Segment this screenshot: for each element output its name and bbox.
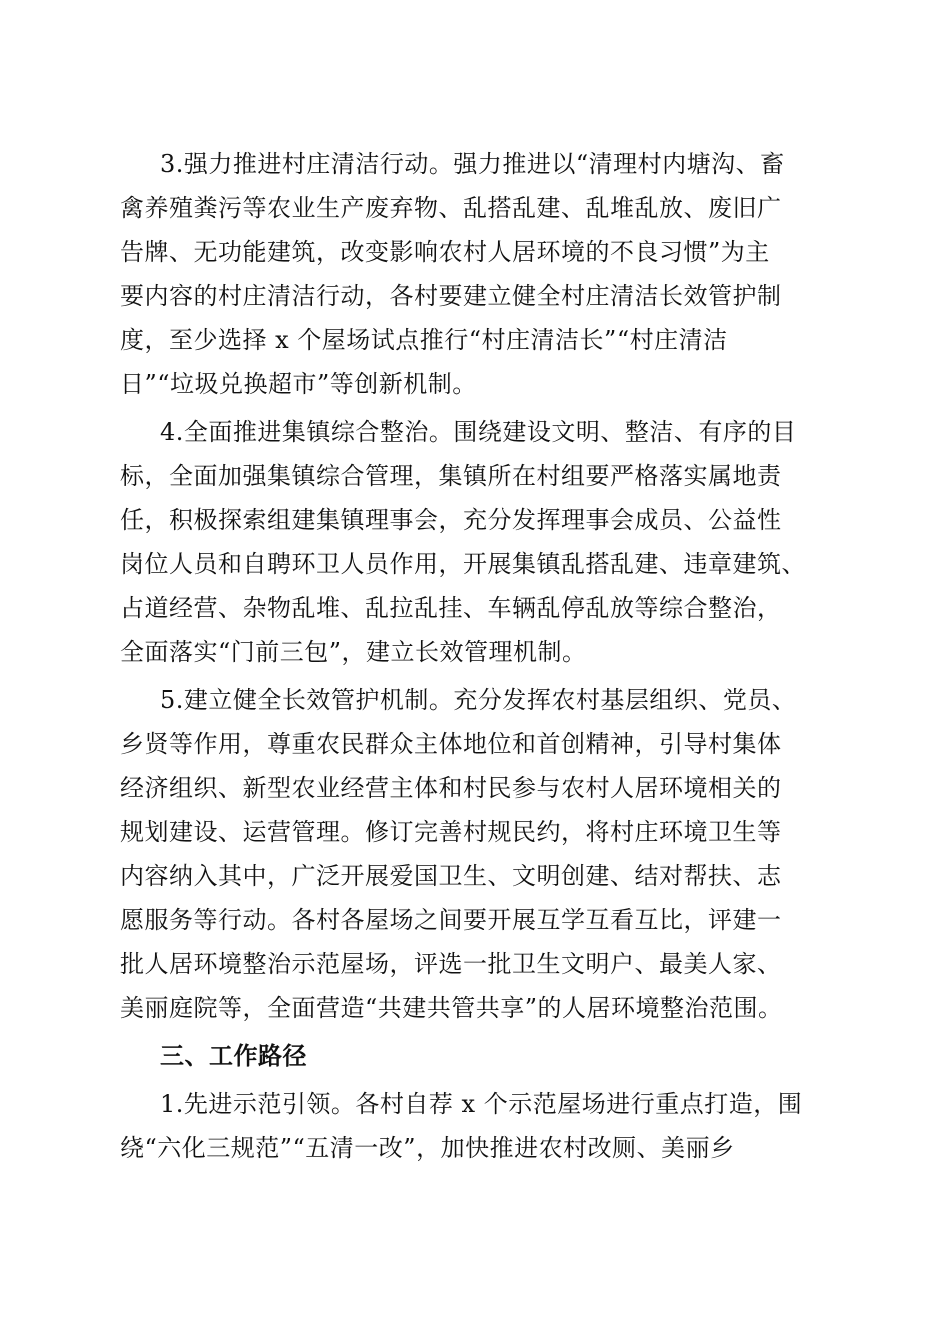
paragraph-3-line-6: 日”“垃圾兑换超市”等创新机制。 bbox=[120, 370, 477, 398]
paragraph-5-line-7: 批人居环境整治示范屋场，评选一批卫生文明户、最美人家、 bbox=[120, 950, 782, 978]
paragraph-3-line-4: 要内容的村庄清洁行动，各村要建立健全村庄清洁长效管护制 bbox=[120, 282, 782, 310]
paragraph-5-line-6: 愿服务等行动。各村各屋场之间要开展互学互看互比，评建一 bbox=[120, 906, 782, 934]
paragraph-3-line-3: 告牌、无功能建筑，改变影响农村人居环境的不良习惯”为主 bbox=[120, 238, 770, 266]
paragraph-4-line-4: 岗位人员和自聘环卫人员作用，开展集镇乱搭乱建、违章建筑、 bbox=[120, 550, 806, 578]
paragraph-3-line-5: 度，至少选择 x 个屋场试点推行“村庄清洁长”“村庄清洁 bbox=[120, 326, 728, 354]
paragraph-5-line-8: 美丽庭院等，全面营造“共建共管共享”的人居环境整治范围。 bbox=[120, 994, 783, 1022]
paragraph-5-line-5: 内容纳入其中，广泛开展爱国卫生、文明创建、结对帮扶、志 bbox=[120, 862, 782, 890]
paragraph-4-line-3: 任，积极探索组建集镇理事会，充分发挥理事会成员、公益性 bbox=[120, 506, 782, 534]
paragraph-3-line-1: 3.强力推进村庄清洁行动。强力推进以“清理村内塘沟、畜 bbox=[160, 150, 785, 178]
paragraph-4-line-2: 标，全面加强集镇综合管理，集镇所在村组要严格落实属地责 bbox=[120, 462, 782, 490]
paragraph-4-line-1: 4.全面推进集镇综合整治。围绕建设文明、整洁、有序的目 bbox=[160, 418, 797, 446]
section-heading: 三、工作路径 bbox=[160, 1042, 307, 1070]
paragraph-4-line-6: 全面落实“门前三包”，建立长效管理机制。 bbox=[120, 638, 587, 666]
paragraph-5-line-2: 乡贤等作用，尊重农民群众主体地位和首创精神，引导村集体 bbox=[120, 730, 782, 758]
path-paragraph-1-line-1: 1.先进示范引领。各村自荐 x 个示范屋场进行重点打造，围 bbox=[160, 1090, 803, 1118]
paragraph-5-line-4: 规划建设、运营管理。修订完善村规民约，将村庄环境卫生等 bbox=[120, 818, 782, 846]
path-paragraph-1-line-2: 绕“六化三规范”“五清一改”，加快推进农村改厕、美丽乡 bbox=[120, 1134, 735, 1162]
paragraph-5-line-3: 经济组织、新型农业经营主体和村民参与农村人居环境相关的 bbox=[120, 774, 782, 802]
paragraph-5-line-1: 5.建立健全长效管护机制。充分发挥农村基层组织、党员、 bbox=[160, 686, 797, 714]
paragraph-4-line-5: 占道经营、杂物乱堆、乱拉乱挂、车辆乱停乱放等综合整治， bbox=[120, 594, 782, 622]
paragraph-3-line-2: 禽养殖粪污等农业生产废弃物、乱搭乱建、乱堆乱放、废旧广 bbox=[120, 194, 782, 222]
